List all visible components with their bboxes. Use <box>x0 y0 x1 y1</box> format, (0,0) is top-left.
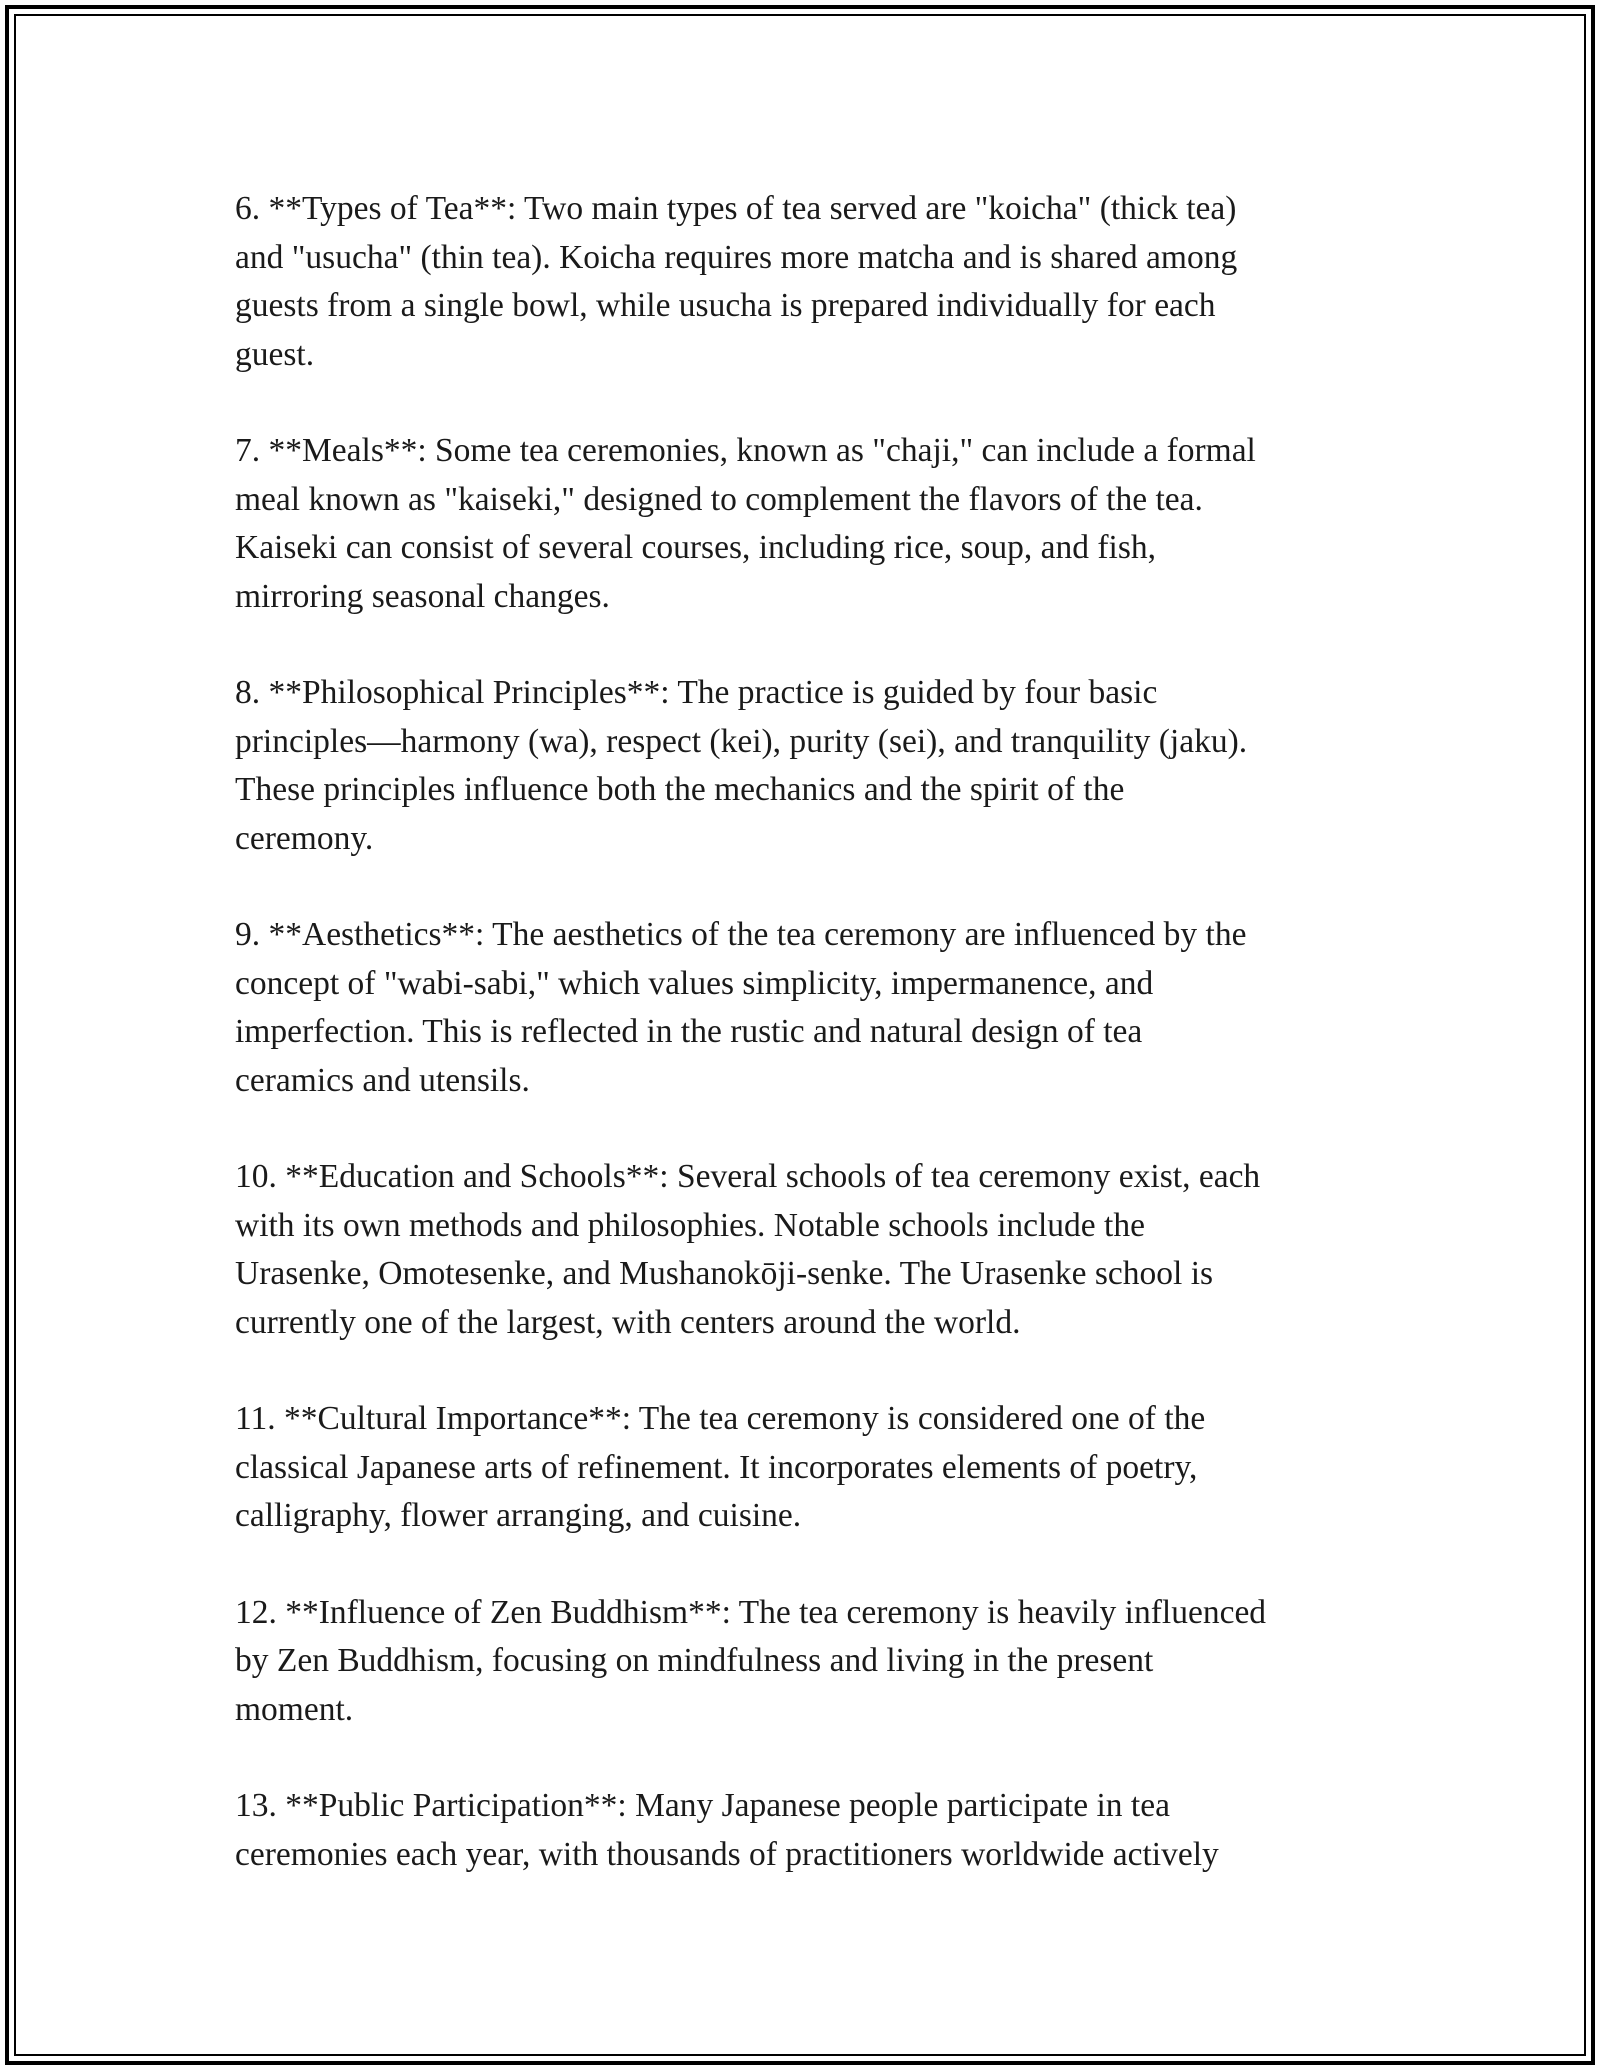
document-body <box>235 185 1385 1927</box>
list-item-meals: 7. **Meals**: Some tea ceremonies, known as "chaji," can include a formal meal known as "kaiseki," designed to complement the flavors of the tea. Kaiseki can consist of several courses, including rice, soup, and fish, mirroring seasonal changes. <box>235 432 1256 615</box>
list-item-public-participation: 13. **Public Participation**: Many Japanese people participate in tea ceremonies each year, with thousands of practitioners worldwide actively <box>235 1787 1219 1873</box>
list-item-aesthetics: 9. **Aesthetics**: The aesthetics of the tea ceremony are influenced by the concept of "wabi-sabi," which values simplicity, impermanence, and imperfection. This is reflected in the rustic and natural design of tea ceramics and utensils. <box>235 916 1247 1099</box>
list-item-zen-buddhism: 12. **Influence of Zen Buddhism**: The tea ceremony is heavily influenced by Zen Buddhism, focusing on mindfulness and living in the present moment. <box>235 1593 1267 1728</box>
list-item-philosophical-principles: 8. **Philosophical Principles**: The practice is guided by four basic principles—harmony (wa), respect (kei), purity (sei), and tranquility (jaku). These principles influence both the mechanics and the spirit of the ceremony. <box>235 674 1248 857</box>
list-item-types-of-tea: 6. **Types of Tea**: Two main types of tea served are "koicha" (thick tea) and "usucha" (thin tea). Koicha requires more matcha and is shared among guests from a single bowl, while usucha is prepared individually for each guest. <box>235 190 1238 373</box>
list-item-cultural-importance: 11. **Cultural Importance**: The tea ceremony is considered one of the classical Japanese arts of refinement. It incorporates elements of poetry, calligraphy, flower arranging, and cuisine. <box>235 1400 1206 1534</box>
list-item-education-and-schools: 10. **Education and Schools**: Several schools of tea ceremony exist, each with its own methods and philosophies. Notable schools include the Urasenke, Omotesenke, and Mushanokōji-senke. The Urasenke school is currently one of the largest, with centers around the world. <box>235 1158 1261 1341</box>
